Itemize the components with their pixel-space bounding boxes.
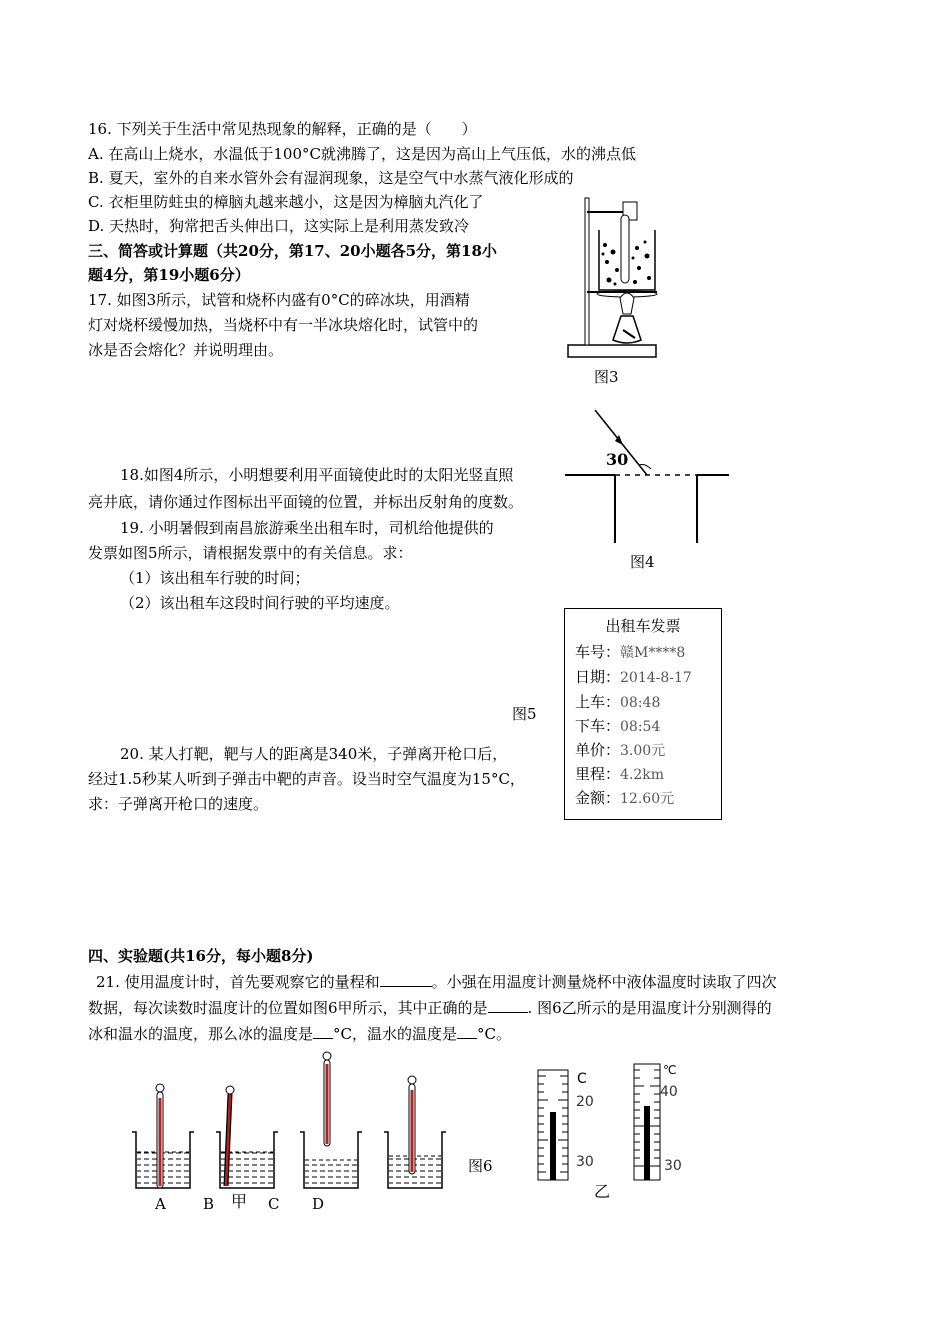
taxi-receipt (564, 608, 722, 820)
therm2-tick-30: 30 (664, 1158, 682, 1174)
blank-3[interactable] (313, 1024, 333, 1039)
q21-line-3: 冰和温水的温度，那么冰的温度是 °C，温水的温度是 °C。 (88, 1025, 511, 1043)
q20-line-1: 20. 某人打靶，靶与人的距离是340米，子弹离开枪口后， (120, 745, 508, 763)
receipt-row: 金额：12.60元 (575, 789, 675, 807)
receipt-row: 日期：2014-8-17 (575, 668, 692, 686)
q18-line-1: 18.如图4所示，小明想要利用平面镜使此时的太阳光竖直照 (120, 466, 514, 484)
q19-line-2: 发票如图5所示，请根据发票中的有关信息。求： (88, 544, 413, 562)
section3-heading-1: 三、简答或计算题（共20分，第17、20小题各5分，第18小 (88, 242, 497, 260)
receipt-row: 单价：3.00元 (575, 741, 666, 759)
blank-2[interactable] (488, 998, 528, 1013)
receipt-row: 车号：赣M****8 (575, 643, 686, 661)
section4-heading: 四、实验题(共16分，每小题8分) (88, 947, 314, 965)
beaker-label-b: B (203, 1195, 215, 1213)
q16-stem: 16. 下列关于生活中常见热现象的解释，正确的是（ ） (88, 120, 477, 138)
fig5-label: 图5 (512, 705, 537, 723)
beaker-label-c: C (268, 1195, 280, 1213)
receipt-title: 出租车发票 (605, 617, 681, 635)
beaker-label-a: A (155, 1195, 166, 1213)
fig4-well-diagram (565, 405, 735, 545)
q19-line-1: 19. 小明暑假到南昌旅游乘坐出租车时，司机给他提供的 (120, 519, 494, 537)
q19-sub-1: （1）该出租车行驶的时间； (120, 569, 310, 587)
q16-option-d: D. 天热时，狗常把舌头伸出口，这实际上是利用蒸发致冷 (88, 217, 470, 235)
blank-1[interactable] (380, 972, 432, 987)
receipt-row: 下车：08:54 (575, 717, 661, 735)
receipt-row: 上车：08:48 (575, 693, 661, 711)
fig3-apparatus-diagram (565, 190, 665, 362)
fig6-yi-label: 乙 (594, 1182, 611, 1201)
fig6-beakers-diagram (128, 1048, 448, 1194)
receipt-row: 里程：4.2km (575, 765, 665, 783)
q20-line-2: 经过1.5秒某人听到子弹击中靶的声音。设当时空气温度为15°C， (88, 770, 525, 788)
beaker-label-d: D (312, 1195, 325, 1213)
therm2-tick-40: 40 (660, 1084, 678, 1100)
q17-line-1: 17. 如图3所示，试管和烧杯内盛有0°C的碎冰块，用酒精 (88, 291, 470, 309)
fig6-label: 图6 (468, 1157, 493, 1175)
blank-4[interactable] (457, 1024, 477, 1039)
q16-option-a: A. 在高山上烧水，水温低于100°C就沸腾了，这是因为高山上气压低，水的沸点低 (88, 145, 636, 163)
q16-option-c: C. 衣柜里防蛀虫的樟脑丸越来越小，这是因为樟脑丸汽化了 (88, 193, 484, 211)
therm1-tick-20: 20 (576, 1094, 594, 1110)
q21-line-1: 21. 使用温度计时，首先要观察它的量程和 。小强在用温度计测量烧杯中液体温度时读取了四次 (96, 973, 777, 991)
q17-line-3: 冰是否会熔化？并说明理由。 (88, 341, 284, 359)
q17-line-2: 灯对烧杯缓慢加热，当烧杯中有一半冰块熔化时，试管中的 (88, 316, 479, 334)
section3-heading-2: 题4分，第19小题6分） (88, 266, 250, 284)
q20-line-3: 求：子弹离开枪口的速度。 (88, 795, 269, 813)
fig3-label: 图3 (594, 368, 619, 386)
q21-line-2: 数据，每次读数时温度计的位置如图6甲所示，其中正确的是 . 图6乙所示的是用温度计分别测得的 (88, 999, 772, 1017)
therm1-tick-30: 30 (576, 1154, 594, 1170)
q19-sub-2: （2）该出租车这段时间行驶的平均速度。 (120, 594, 400, 612)
therm2-unit: ℃ (663, 1063, 677, 1077)
fig4-label: 图4 (630, 553, 655, 571)
fig6-jia-label: 甲 (231, 1192, 248, 1211)
therm1-unit: C (577, 1071, 587, 1087)
fig4-angle-label: 30 (606, 450, 629, 469)
q16-option-b: B. 夏天，室外的自来水管外会有湿润现象，这是空气中水蒸气液化形成的 (88, 169, 574, 187)
q18-line-2: 亮井底，请你通过作图标出平面镜的位置，并标出反射角的度数。 (88, 493, 524, 511)
